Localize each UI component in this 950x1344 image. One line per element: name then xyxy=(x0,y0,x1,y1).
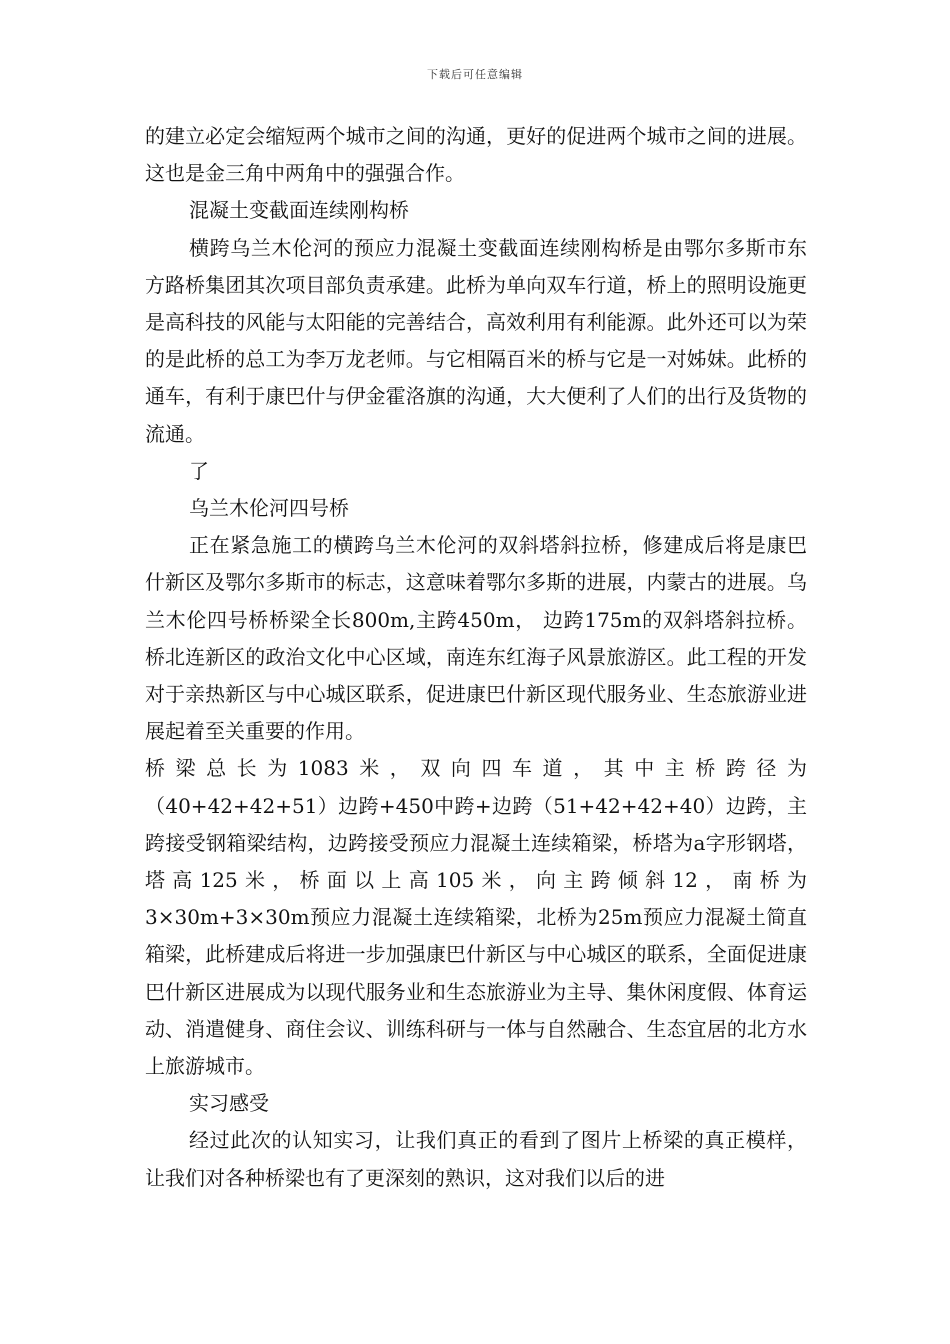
paragraph-fourth-bridge: 正在紧急施工的横跨乌兰木伦河的双斜塔斜拉桥，修建成后将是康巴什新区及鄂尔多斯市的标志，这意味着鄂尔多斯的进展，内蒙古的进展。乌兰木伦四号桥桥梁全长800m,主跨450m， 边跨175m的双斜塔斜拉桥。桥北连新区的政治文化中心区域，南连东红海子风景旅游区。此工程的开发对于亲热新区与中心城区联系，促进康巴什新区现代服务业、生态旅游业进展起着至关重要的作用。 xyxy=(145,533,807,744)
heading-internship-reflection: 实习感受 xyxy=(189,1091,269,1116)
paragraph-internship-reflection: 经过此次的认知实习，让我们真正的看到了图片上桥梁的真正模样，让我们对各种桥梁也有了更深刻的熟识，这对我们以后的进 xyxy=(145,1128,807,1190)
document-body xyxy=(145,118,807,1197)
heading-fourth-bridge: 乌兰木伦河四号桥 xyxy=(189,496,349,521)
paragraph-city-cooperation: 的建立必定会缩短两个城市之间的沟通，更好的促进两个城市之间的进展。这也是金三角中两角中的强强合作。 xyxy=(145,124,807,186)
page-header: 下载后可任意编辑 xyxy=(427,68,523,81)
paragraph-bridge-length-line: 桥梁总长为1083米，双向四车道，其中主桥跨径为 xyxy=(145,756,807,781)
paragraph-bridge-spans: （40+42+42+51）边跨+450中跨+边跨（51+42+42+40）边跨，主跨接受钢箱梁结构，边跨接受预应力混凝土连续箱梁，桥塔为a字形钢塔，塔高125米，桥面以上高105米，向主跨倾斜12，南桥为3×30m+3×30m预应力混凝土连续箱梁，北桥为25m预应力混凝土简直箱梁，此桥建成后将进一步加强康巴什新区与中心城区的联系，全面促进康巴什新区进展成为以现代服务业和生态旅游业为主导、集休闲度假、体育运动、消遣健身、商住会议、训练科研与一体与自然融合、生态宜居的北方水上旅游城市。 xyxy=(145,793,807,1079)
paragraph-rigid-frame-bridge: 横跨乌兰木伦河的预应力混凝土变截面连续刚构桥是由鄂尔多斯市东方路桥集团其次项目部负责承建。此桥为单向双车行道，桥上的照明设施更是高科技的风能与太阳能的完善结合，高效利用有利能源。此外还可以为荣的是此桥的总工为李万龙老师。与它相隔百米的桥与它是一对姊妹。此桥的通车，有利于康巴什与伊金霍洛旗的沟通，大大便利了人们的出行及货物的流通。 xyxy=(145,235,807,446)
stray-character: 了 xyxy=(189,458,209,483)
heading-rigid-frame-bridge: 混凝土变截面连续刚构桥 xyxy=(189,198,409,223)
